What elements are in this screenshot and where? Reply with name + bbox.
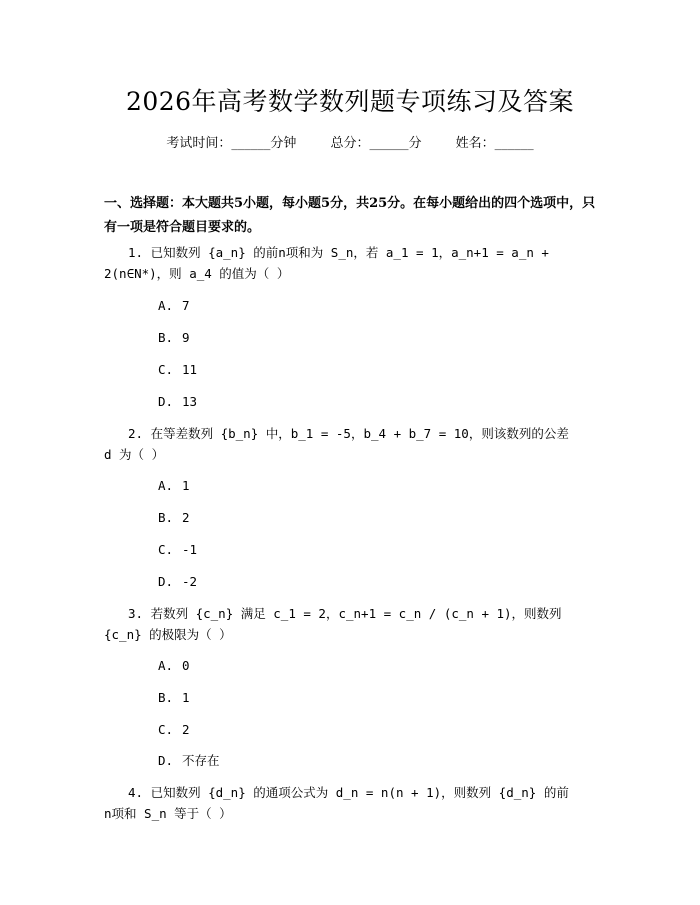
question-2-option-a: [158, 477, 190, 495]
option-letter: C.: [158, 362, 174, 377]
page-title: 2026年高考数学数列题专项练习及答案: [125, 87, 575, 116]
option-letter: A.: [158, 658, 174, 673]
question-1-option-c: [158, 361, 197, 379]
option-letter: C.: [158, 542, 174, 557]
option-text: -2: [182, 574, 198, 589]
question-3-option-a: [158, 657, 190, 675]
question-3-option-d: [158, 752, 220, 770]
question-2-option-d: [158, 573, 197, 591]
option-letter: B.: [158, 690, 174, 705]
question-1-option-d: [158, 393, 197, 411]
option-letter: B.: [158, 330, 174, 345]
question-2-option-b: [158, 509, 190, 527]
option-letter: D.: [158, 753, 174, 768]
exam-time-field: 考试时间：______分钟: [166, 136, 297, 151]
question-4-stem: 4. 已知数列 {d_n} 的通项公式为 d_n = n(n + 1)，则数列 {d_n} 的前n项和 S_n 等于（ ）: [104, 785, 569, 821]
option-text: 9: [182, 330, 190, 345]
option-letter: A.: [158, 478, 174, 493]
option-letter: C.: [158, 722, 174, 737]
option-text: 2: [182, 722, 190, 737]
option-text: 2: [182, 510, 190, 525]
option-text: 不存在: [182, 753, 220, 768]
exam-info-line: [0, 132, 700, 151]
option-letter: A.: [158, 298, 174, 313]
option-text: -1: [182, 542, 198, 557]
option-text: 0: [182, 658, 190, 673]
option-text: 1: [182, 690, 190, 705]
question-3-stem: 3. 若数列 {c_n} 满足 c_1 = 2，c_n+1 = c_n / (c_n + 1)，则数列 {c_n} 的极限为（ ）: [104, 606, 562, 642]
question-1-option-a: [158, 297, 190, 315]
question-2-stem: 2. 在等差数列 {b_n} 中，b_1 = -5，b_4 + b_7 = 10，则该数列的公差 d 为（ ）: [104, 426, 569, 462]
question-1-option-b: [158, 329, 190, 347]
question-1-stem: 1. 已知数列 {a_n} 的前n项和为 S_n，若 a_1 = 1，a_n+1 = a_n + 2(n∈N*)，则 a_4 的值为（ ）: [104, 245, 549, 281]
section-heading: 一、选择题：本大题共5小题，每小题5分，共25分。在每小题给出的四个选项中，只有一项是符合题目要求的。: [104, 196, 596, 235]
option-text: 13: [182, 394, 198, 409]
option-text: 7: [182, 298, 190, 313]
question-2-option-c: [158, 541, 197, 559]
question-3-option-c: [158, 721, 190, 739]
total-score-field: 总分：______分: [330, 136, 422, 151]
question-3-option-b: [158, 689, 190, 707]
option-letter: D.: [158, 394, 174, 409]
option-text: 1: [182, 478, 190, 493]
option-letter: B.: [158, 510, 174, 525]
student-name-field: 姓名：______: [455, 136, 534, 151]
option-text: 11: [182, 362, 198, 377]
option-letter: D.: [158, 574, 174, 589]
